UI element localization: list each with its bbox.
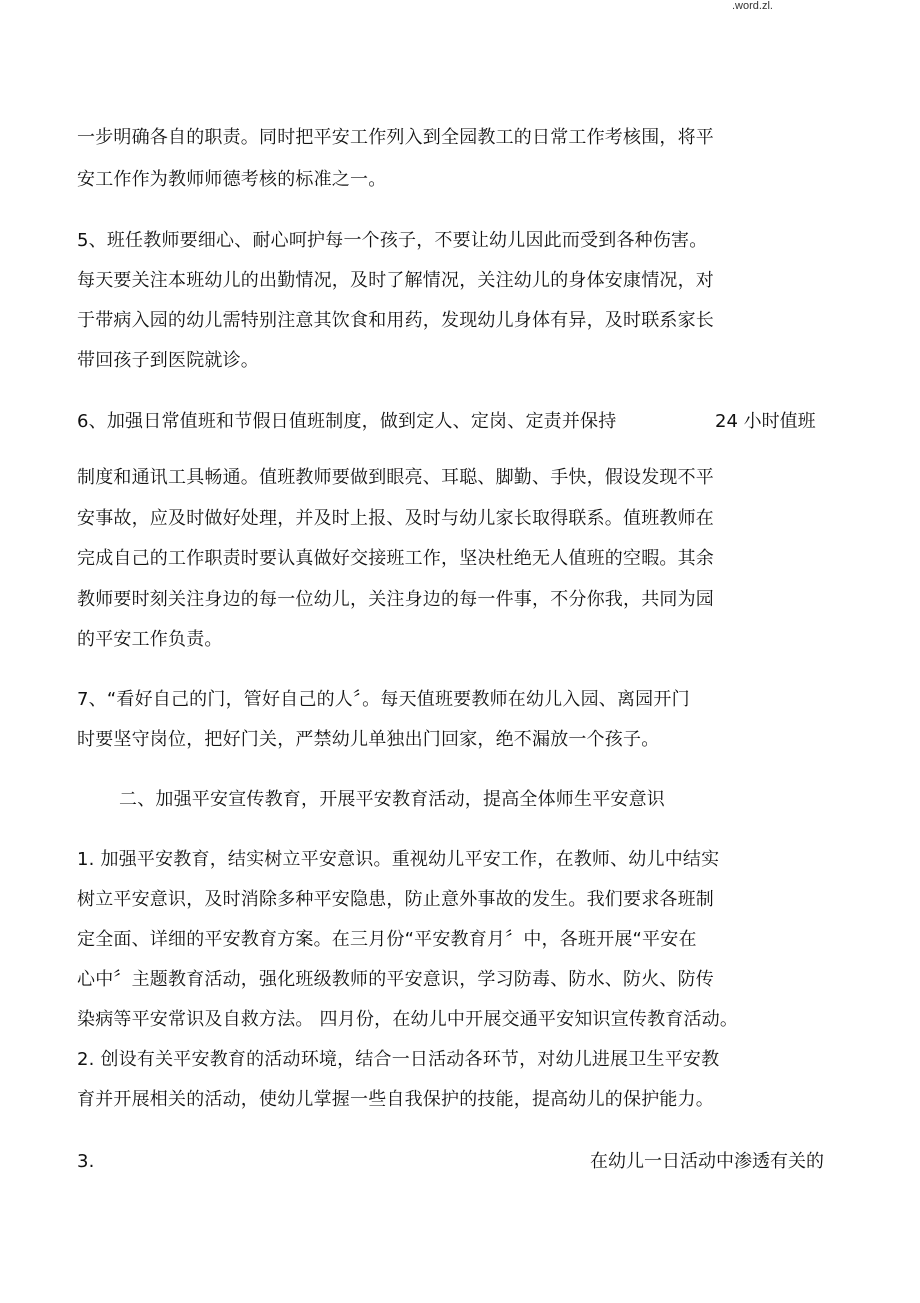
- paragraph-line: 教师要时刻关注身边的每一位幼儿，关注身边的每一件事，不分你我，共同为园: [77, 589, 714, 610]
- paragraph-line: 定全面、详细的平安教育方案。在三月份“平安教育月〞中，各班开展“平安在: [77, 929, 697, 950]
- paragraph-line: 2. 创设有关平安教育的活动环境，结合一日活动各环节，对幼儿进展卫生平安教: [77, 1049, 720, 1070]
- paragraph-line: 一步明确各自的职责。同时把平安工作列入到全园教工的日常工作考核围，将平: [77, 127, 714, 148]
- paragraph-line: 心中〞主题教育活动，强化班级教师的平安意识，学习防毒、防水、防火、防传: [77, 969, 714, 990]
- paragraph-line: 3.: [77, 1151, 95, 1172]
- paragraph-line: 1. 加强平安教育，结实树立平安意识。重视幼儿平安工作，在教师、幼儿中结实: [77, 849, 720, 870]
- duty-hours-text: 24 小时值班: [715, 411, 816, 432]
- paragraph-line: 每天要关注本班幼儿的出勤情况，及时了解情况，关注幼儿的身体安康情况，对: [77, 270, 714, 291]
- paragraph-line: 染病等平安常识及自救方法。 四月份，在幼儿中开展交通平安知识宣传教育活动。: [77, 1009, 739, 1030]
- paragraph-line: 完成自己的工作职责时要认真做好交接班工作，坚决杜绝无人值班的空暇。其余: [77, 548, 714, 569]
- paragraph-line: 安事故，应及时做好处理，并及时上报、及时与幼儿家长取得联系。值班教师在: [77, 508, 714, 529]
- paragraph-line: 6、加强日常值班和节假日值班制度，做到定人、定岗、定责并保持: [77, 411, 617, 432]
- paragraph-line: 树立平安意识，及时消除多种平安隐患，防止意外事故的发生。我们要求各班制: [77, 889, 714, 910]
- paragraph-line: 育并开展相关的活动，使幼儿掌握一些自我保护的技能，提高幼儿的保护能力。: [77, 1089, 714, 1110]
- paragraph-line: 5、班任教师要细心、耐心呵护每一个孩子，不要让幼儿因此而受到各种伤害。: [77, 230, 708, 251]
- paragraph-line: 制度和通讯工具畅通。值班教师要做到眼亮、耳聪、脚勤、手快，假设发现不平: [77, 467, 714, 488]
- paragraph-line: 7、“看好自己的门，管好自己的人〞。每天值班要教师在幼儿入园、离园开门: [77, 689, 690, 710]
- paragraph-line: 时要坚守岗位，把好门关，严禁幼儿单独出门回家，绝不漏放一个孩子。: [77, 729, 660, 750]
- paragraph-line: 的平安工作负责。: [77, 629, 223, 650]
- paragraph-line: 安工作作为教师师德考核的标准之一。: [77, 169, 387, 190]
- section-heading: 二、加强平安宣传教育，开展平安教育活动，提高全体师生平安意识: [119, 789, 665, 810]
- tail-text: 在幼儿一日活动中渗透有关的: [590, 1151, 824, 1172]
- header-watermark: .word.zl.: [732, 0, 773, 12]
- paragraph-line: 带回孩子到医院就诊。: [77, 350, 259, 371]
- paragraph-line: 于带病入园的幼儿需特别注意其饮食和用药，发现幼儿身体有异，及时联系家长: [77, 310, 714, 331]
